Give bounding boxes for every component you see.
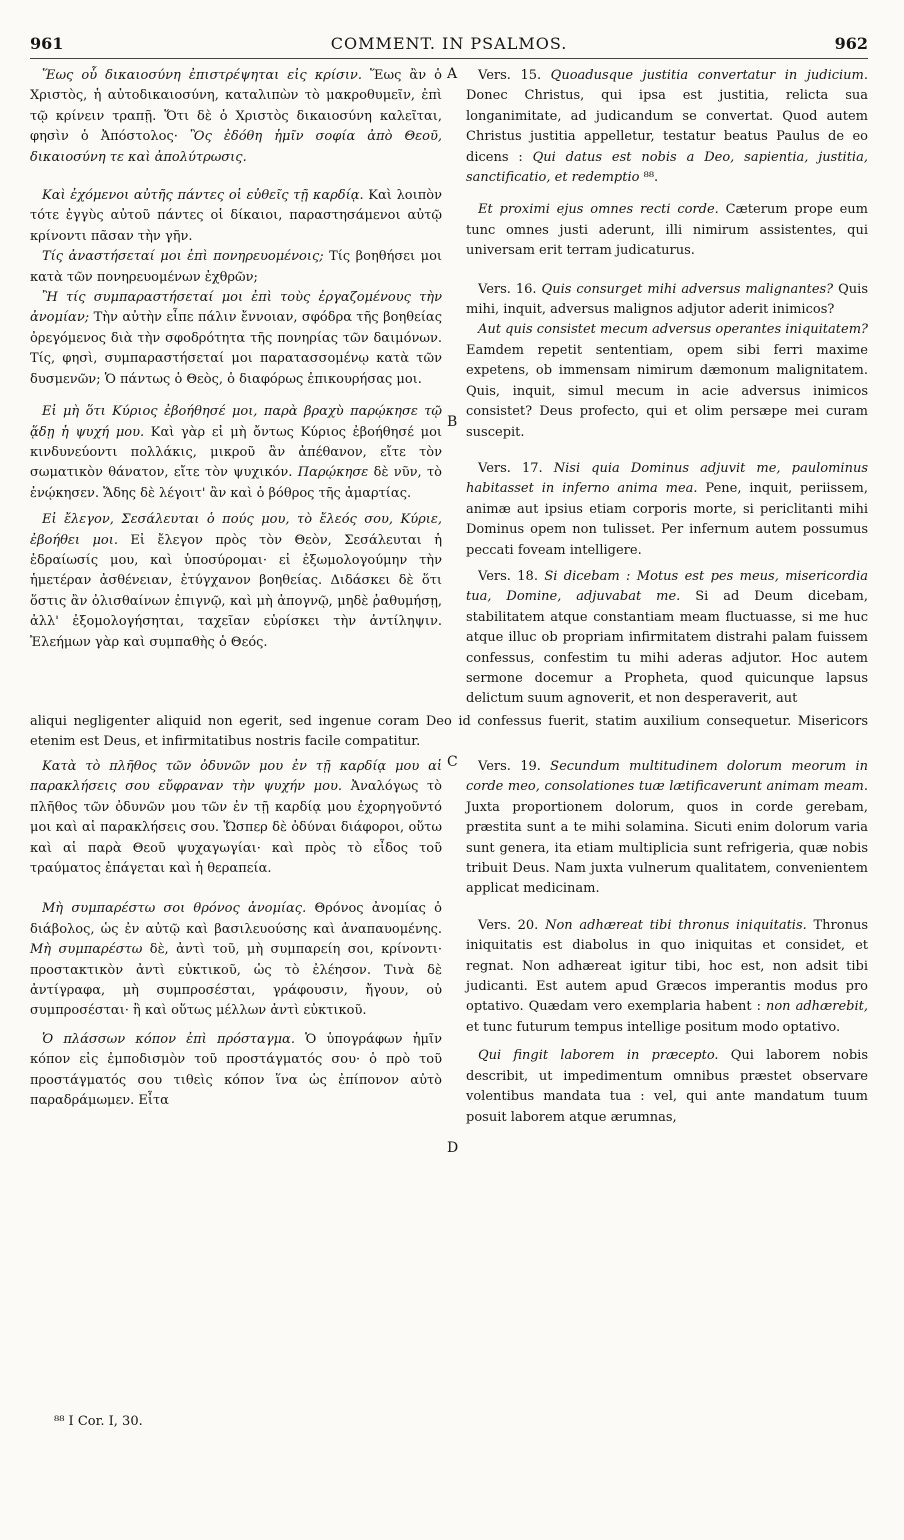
section-marker: D — [447, 1140, 459, 1156]
footnote: ⁸⁸ I Cor. I, 30. — [54, 1414, 143, 1429]
commentary-text: Εἰ ἔλεγον πρὸς τὸν Θεὸν, Σεσάλευται ἡ ἑδραίωσίς μου, καὶ ὑποσύρομαι· εἰ ἐξωμολογούμην τὴν ἡμετέραν ἀσθένειαν, ἐτύγχανον βοηθείας. Διδάσκει δὲ ὅτι ὅστις ἂν ὀλισθαίνων ἐπιγνῷ, καὶ μὴ ἀπογνῷ, μηδὲ ῥαθυμήσῃ, ἀλλ' ἐξομολογήσηται, ταχεῖαν εὑρίσκει τὴν ἀντίληψιν. Ἐλεήμων γὰρ καὶ συμπαθὴς ὁ Θεός. — [30, 532, 442, 650]
lemma-text: Παρῴκησε — [297, 465, 369, 481]
paragraph — [466, 757, 868, 900]
commentary-text: Thronus iniquitatis est diabolus in quo iniquitas et considet, et regnat. Non adhæreat igitur tibi, hoc est, non adsit tibi judicanti. Est autem apud Græcos imperantis modus pro optativo. Quædam vero exemplaria habent : — [466, 917, 869, 1015]
lemma-text: Nisi quia Dominus adjuvit me, paulominus habitasset in inferno anima mea. — [466, 460, 868, 497]
verse-label: Vers. 19. — [478, 759, 541, 774]
lemma-text: Quoadusque justitia convertatur in judicium. — [541, 68, 868, 83]
lemma-text: Ὁ πλάσσων κόπον ἐπὶ πρόσταγμα. — [42, 1031, 295, 1047]
latin-column — [466, 66, 868, 710]
verse-label: Vers. 16. — [478, 281, 537, 297]
commentary-text: δὲ νῦν, τὸ ἐνῴκησεν. Ἅδης δὲ λέγοιτ' ἂν καὶ ὁ βόθρος τῆς ἁμαρτίας. — [30, 465, 443, 501]
paragraph — [30, 402, 442, 504]
paragraph — [466, 459, 868, 561]
paragraph — [30, 757, 442, 879]
paragraph — [466, 320, 868, 442]
verse-label: Vers. 15. — [478, 68, 542, 83]
lemma-text: Ἢ τίς συμπαραστήσεταί μοι ἐπὶ τοὺς ἐργαζομένους τὴν ἀνομίαν; — [30, 290, 442, 326]
page-number-right: 962 — [834, 34, 868, 53]
lemma-text: Μὴ συμπαρέστω σοι θρόνος ἀνομίας. — [42, 901, 307, 917]
verse-label: Vers. 17. — [478, 460, 543, 476]
lemma-text: Si dicebam : Motus est pes meus, misericordia tua, Domine, adjuvabat me. — [466, 568, 868, 605]
lemma-text: Ἕως οὗ δικαιοσύνη ἐπιστρέψηται εἰς κρίσιν. — [42, 68, 362, 83]
paragraph — [30, 186, 442, 247]
commentary-text: Τὴν αὐτὴν εἶπε πάλιν ἔννοιαν, σφόδρα τῆς βοηθείας ὀρεγόμενος διὰ τὴν σφοδρότητα τῆς πονηρίας τῶν δαιμόνων. Τίς, φησὶ, συμπαραστήσεταί μοι παρατασσομένῳ κατὰ τῶν δυσμενῶν; Ὁ πάντως ὁ Θεὸς, ὁ διαφόρως ἐπικουρήσας μοι. — [30, 310, 442, 387]
commentary-text: Eamdem repetit sententiam, opem sibi ferri maxime expetens, ob immensam nimirum dæmonum malignitatem. Quis, inquit, simul mecum in acie adversus inimicos consistet? Deus profecto, qui et olim persæpe mei curam suscepit. — [466, 342, 868, 440]
greek-column-lower — [30, 757, 442, 1112]
full-width-line: aliqui negligenter aliquid non egerit, sed ingenue coram Deo id confessus fuerit, statim auxilium consequetur. Misericors etenim est Deus, et infirmitatibus nostris facile compatitur. — [30, 714, 868, 750]
lemma-text: Εἰ ἔλεγον, Σεσάλευται ὁ πούς μου, τὸ ἔλεός σου, Κύριε, ἐβοήθει μοι. — [30, 512, 442, 548]
commentary-text: Ἕως ἂν ὁ Χριστὸς, ἡ αὐτοδικαιοσύνη, καταλιπὼν τὸ μακροθυμεῖν, ἐπὶ τῷ κρίνειν τραπῇ. Ὅτι δὲ ὁ Χριστὸς δικαιοσύνη καλεῖται, φησὶν ὁ Ἀπόστολος· — [30, 68, 442, 145]
commentary-text: Cæterum prope eum tunc omnes justi aderunt, illi nimirum assistentes, qui universam erit terram judicaturus. — [466, 202, 868, 259]
lemma-text: Καὶ ἐχόμενοι αὐτῆς πάντες οἱ εὐθεῖς τῇ καρδίᾳ. — [42, 188, 364, 204]
verse-label: Vers. 20. — [478, 917, 539, 933]
commentary-text: Καὶ γὰρ εἰ μὴ ὄντως Κύριος ἐβοήθησέ μοι κινδυνεύοντι πολλάκις, μικροῦ ἂν ἀπέθανον, εἴτε τὸν σωματικὸν θάνατον, εἴτε τὸν ψυχικόν. — [30, 424, 443, 481]
lemma-text: Quis consurget mihi adversus malignantes? — [536, 281, 834, 297]
paragraph — [30, 510, 442, 653]
paragraph — [466, 200, 868, 261]
section-marker: C — [447, 754, 458, 770]
running-header — [30, 34, 868, 59]
paragraph — [466, 66, 868, 188]
commentary-text: Pene, inquit, periissem, animæ aut ipsius etiam corporis morte, si periclitanti mihi Dominus opem non tulisset. Per infernum autem possumus peccati foveam intelligere. — [466, 481, 869, 558]
paragraph — [466, 1046, 868, 1128]
paragraph — [466, 280, 868, 321]
commentary-text: Τίς βοηθήσει μοι κατὰ τῶν πονηρευομένων ἐχθρῶν; — [30, 249, 442, 285]
paragraph — [466, 567, 868, 710]
commentary-text: Si ad Deum dicebam, stabilitatem atque constantiam meam fluctuasse, si me huc atque illuc ob propriam infirmitatem distrahi palam fuissem confessus, confestim tu mihi aderas adjutor. Hoc autem sermone docemur a Propheta, quod quicunque lapsus delictum suum agnoverit, et non desperaverit, aut — [466, 589, 868, 707]
commentary-text: Θρόνος ἀνομίας ὁ διάβολος, ὡς ἐν αὐτῷ καὶ βασιλευούσης καὶ ἀναπαυομένης. — [30, 901, 442, 937]
lemma-text: Εἰ μὴ ὅτι Κύριος ἐβοήθησέ μοι, παρὰ βραχὺ παρῴκησε τῷ ᾅδῃ ἡ ψυχή μου. — [30, 404, 442, 440]
lemma-text: Aut quis consistet mecum adversus operantes iniquitatem? — [478, 322, 868, 338]
greek-column — [30, 66, 442, 653]
commentary-text: Donec Christus, qui ipsa est justitia, relicta sua longanimitate, ad judicandum se convertat. Quod autem Christus justitia appelletur, testatur beatus Paulus de eo dicens : — [466, 88, 868, 165]
verse-label: Vers. 18. — [478, 568, 538, 584]
paragraph — [30, 899, 442, 1021]
page-number-left: 961 — [30, 34, 64, 53]
paragraph — [30, 1030, 442, 1112]
lemma-text: Μὴ συμπαρέστω — [30, 942, 143, 958]
lemma-text: Κατὰ τὸ πλῆθος τῶν ὀδυνῶν μου ἐν τῇ καρδίᾳ μου αἱ παρακλήσεις σου εὔφραναν τὴν ψυχήν μου. — [30, 759, 442, 795]
lemma-text: Non adhæreat tibi thronus iniquitatis. — [538, 917, 807, 933]
lemma-text: Ὃς ἐδόθη ἡμῖν σοφία ἀπὸ Θεοῦ, δικαιοσύνη τε καὶ ἀπολύτρωσις. — [30, 129, 442, 165]
lemma-text: Qui datus est nobis a Deo, sapientia, justitia, sanctificatio, et redemptio — [466, 149, 868, 186]
lemma-text: non adhærebit, — [765, 999, 868, 1015]
lemma-text: Et proximi ejus omnes recti corde. — [478, 202, 719, 218]
paragraph — [466, 916, 868, 1038]
commentary-text: Juxta proportionem dolorum, quos in corde gerebam, præstita sunt a te mihi solamina. Sicuti enim dolorum varia sunt genera, ita etiam multiplicia sunt refrigeria, quæ nobis tribuit Deus. Nam juxta vulnerum qualitatem, convenientem applicat medicinam. — [466, 799, 868, 897]
commentary-text: Καὶ λοιπὸν τότε ἐγγὺς αὐτοῦ πάντες οἱ δίκαιοι, παραστησάμενοι αὐτῷ κρίνοντι πᾶσαν τὴν γῆν. — [30, 188, 443, 244]
commentary-text: Ἀναλόγως τὸ πλῆθος τῶν ὀδυνῶν μου τῶν ἐν τῇ καρδίᾳ μου ἐχορηγοῦντό μοι καὶ αἱ παρακλήσεις σου. Ὥσπερ δὲ ὀδύναι διάφοροι, οὕτω καὶ αἱ παρὰ Θεοῦ ψυχαγωγίαι· καὶ πρὸς τὸ εἶδος τοῦ τραύματος ἐπάγεται καὶ ἡ θεραπεία. — [30, 779, 442, 877]
commentary-text: Qui laborem nobis describit, ut impedimentum omnibus præstet observare volentibus mandata tua : vel, qui ante mandatum tuum posuit laborem atque ærumnas, — [466, 1048, 868, 1125]
latin-column-lower — [466, 757, 868, 1128]
section-marker: A — [447, 66, 458, 82]
commentary-text: ⁸⁸. — [639, 170, 659, 186]
commentary-text: Quis mihi, inquit, adversus malignos adjutor aderit inimicos? — [466, 281, 868, 318]
commentary-text: δὲ, ἀντὶ τοῦ, μὴ συμπαρείη σοι, κρίνοντι· προστακτικὸν ἀντὶ εὐκτικοῦ, ὡς τὸ ἐλέησον. Τινὰ δὲ ἀντίγραφα, μὴ συμπροσέσται, γράφουσιν, ἤγουν, οὐ συμπροσέσται· ἢ καὶ οὕτως μέλλων ἀντὶ εὐκτικοῦ. — [30, 942, 442, 1019]
paragraph — [30, 247, 442, 288]
section-marker: B — [447, 414, 458, 430]
lemma-text: Qui fingit laborem in præcepto. — [478, 1048, 719, 1064]
lemma-text: Τίς ἀναστήσεταί μοι ἐπὶ πονηρευομένοις; — [42, 249, 324, 265]
commentary-text: et tunc futurum tempus intellige positum modo optativo. — [466, 1019, 841, 1035]
commentary-text: Ὁ ὑπογράφων ἡμῖν κόπον εἰς ἐμποδισμὸν τοῦ προστάγματός σου· ὁ πρὸ τοῦ προστάγματός σου τιθεὶς κόπον ἵνα ὡς ἐπίπονον αὐτὸ παραδράμωμεν. Εἶτα — [30, 1031, 442, 1109]
lemma-text: Secundum multitudinem dolorum meorum in corde meo, consolationes tuæ lætificaverunt animam meam. — [466, 759, 868, 795]
running-title: COMMENT. IN PSALMOS. — [330, 34, 568, 53]
paragraph — [30, 288, 442, 390]
paragraph — [30, 66, 442, 168]
